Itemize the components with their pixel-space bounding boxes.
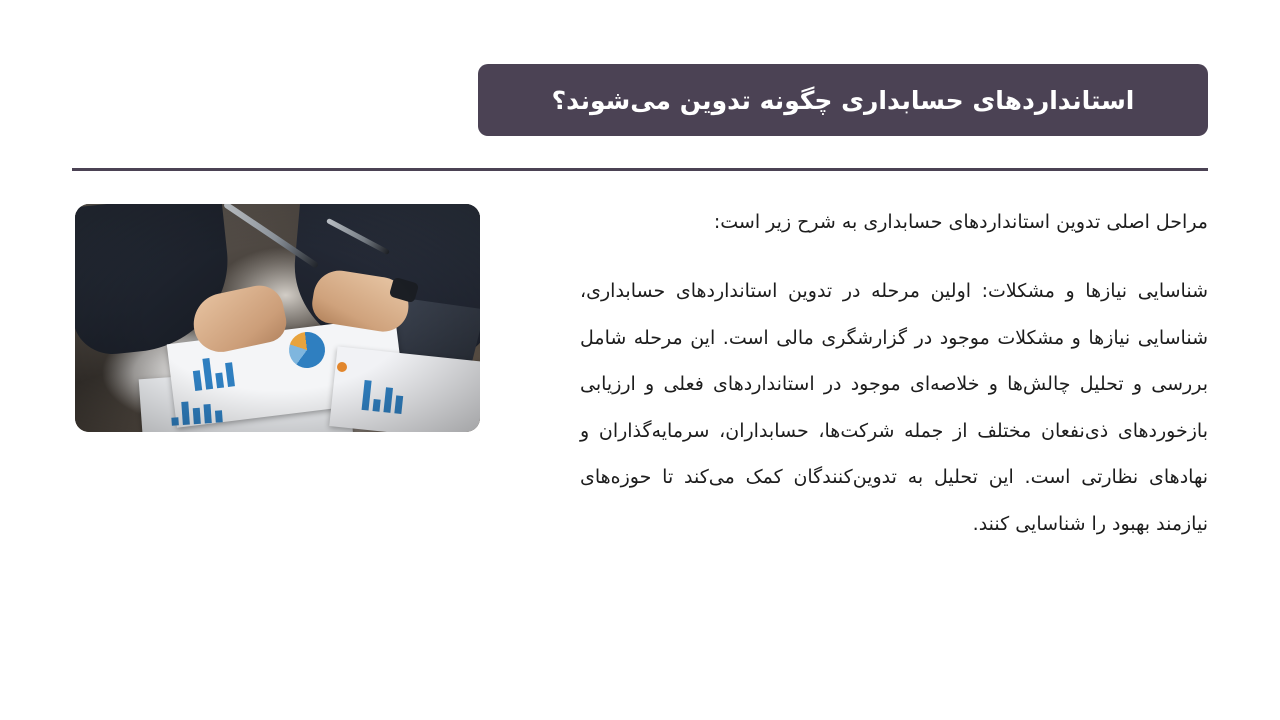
illustration-card bbox=[75, 204, 480, 432]
page-title: استانداردهای حسابداری چگونه تدوین می‌شوند؟ bbox=[551, 85, 1135, 115]
article-text-column bbox=[580, 204, 1208, 547]
business-meeting-photo bbox=[75, 204, 480, 432]
header-divider bbox=[72, 168, 1208, 171]
lead-paragraph: مراحل اصلی تدوین استانداردهای حسابداری به شرح زیر است: bbox=[713, 211, 1208, 233]
photo-vignette bbox=[75, 204, 480, 432]
page-title-banner bbox=[478, 64, 1208, 136]
body-paragraph: شناسایی نیازها و مشکلات: اولین مرحله در تدوین استانداردهای حسابداری، شناسایی نیازها و مشکلات موجود در گزارشگری مالی است. این مرحله شامل بررسی و تحلیل چالش‌ها و خلاصه‌ای موجود در استانداردهای فعلی و ارزیابی بازخوردهای ذی‌نفعان مختلف از جمله شرکت‌ها، حسابداران، سرمایه‌گذاران و نهادهای نظارتی است. این تحلیل به تدوین‌کنندگان کمک می‌کند تا حوزه‌های نیازمند بهبود را شناسایی کنند. bbox=[580, 280, 1208, 535]
